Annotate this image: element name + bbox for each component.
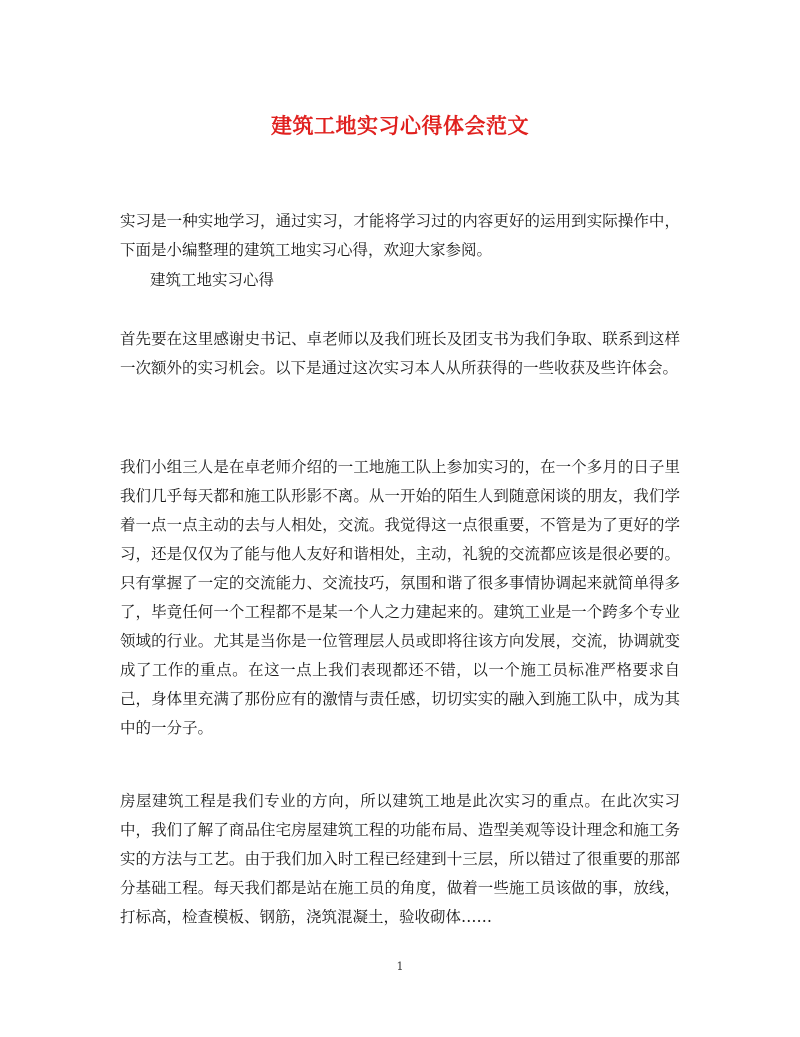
housing-construction-paragraph: 房屋建筑工程是我们专业的方向，所以建筑工地是此次实习的重点。在此次实习中，我们了解了商品住宅房屋建筑工程的功能布局、造型美观等设计理念和施工务实的方法与工艺。由于我们加入时工程已经建到十三层，所以错过了很重要的那部分基础工程。每天我们都是站在施工员的角度，做着一些施工员该做的事，放线，打标高，检查模板、钢筋，浇筑混凝土，验收砌体……: [120, 792, 680, 926]
document-title: 建筑工地实习心得体会范文: [271, 113, 529, 138]
group-experience-paragraph: 我们小组三人是在卓老师介绍的一工地施工队上参加实习的，在一个多月的日子里我们几乎每天都和施工队形影不离。从一开始的陌生人到随意闲谈的朋友，我们学着一点一点主动的去与人相处，交流。我觉得这一点很重要，不管是为了更好的学习，还是仅仅为了能与他人友好和谐相处，主动，礼貌的交流都应该是很必要的。只有掌握了一定的交流能力、交流技巧，氛围和谐了很多事情协调起来就简单得多了，毕竟任何一个工程都不是某一个人之力建起来的。建筑工业是一个跨多个专业领域的行业。尤其是当你是一位管理层人员或即将往该方向发展，交流，协调就变成了工作的重点。在这一点上我们表现都还不错，以一个施工员标准严格要求自己，身体里充满了那份应有的激情与责任感，切切实实的融入到施工队中，成为其中的一分子。: [120, 458, 680, 737]
thanks-paragraph: 首先要在这里感谢史书记、卓老师以及我们班长及团支书为我们争取、联系到这样一次额外的实习机会。以下是通过这次实习本人从所获得的一些收获及些许体会。: [120, 330, 680, 377]
page-number: 1: [396, 960, 404, 973]
intro-paragraph: 实习是一种实地学习，通过实习，才能将学习过的内容更好的运用到实际操作中，下面是小编整理的建筑工地实习心得，欢迎大家参阅。: [120, 212, 680, 259]
section-subheading: 建筑工地实习心得: [150, 271, 275, 289]
